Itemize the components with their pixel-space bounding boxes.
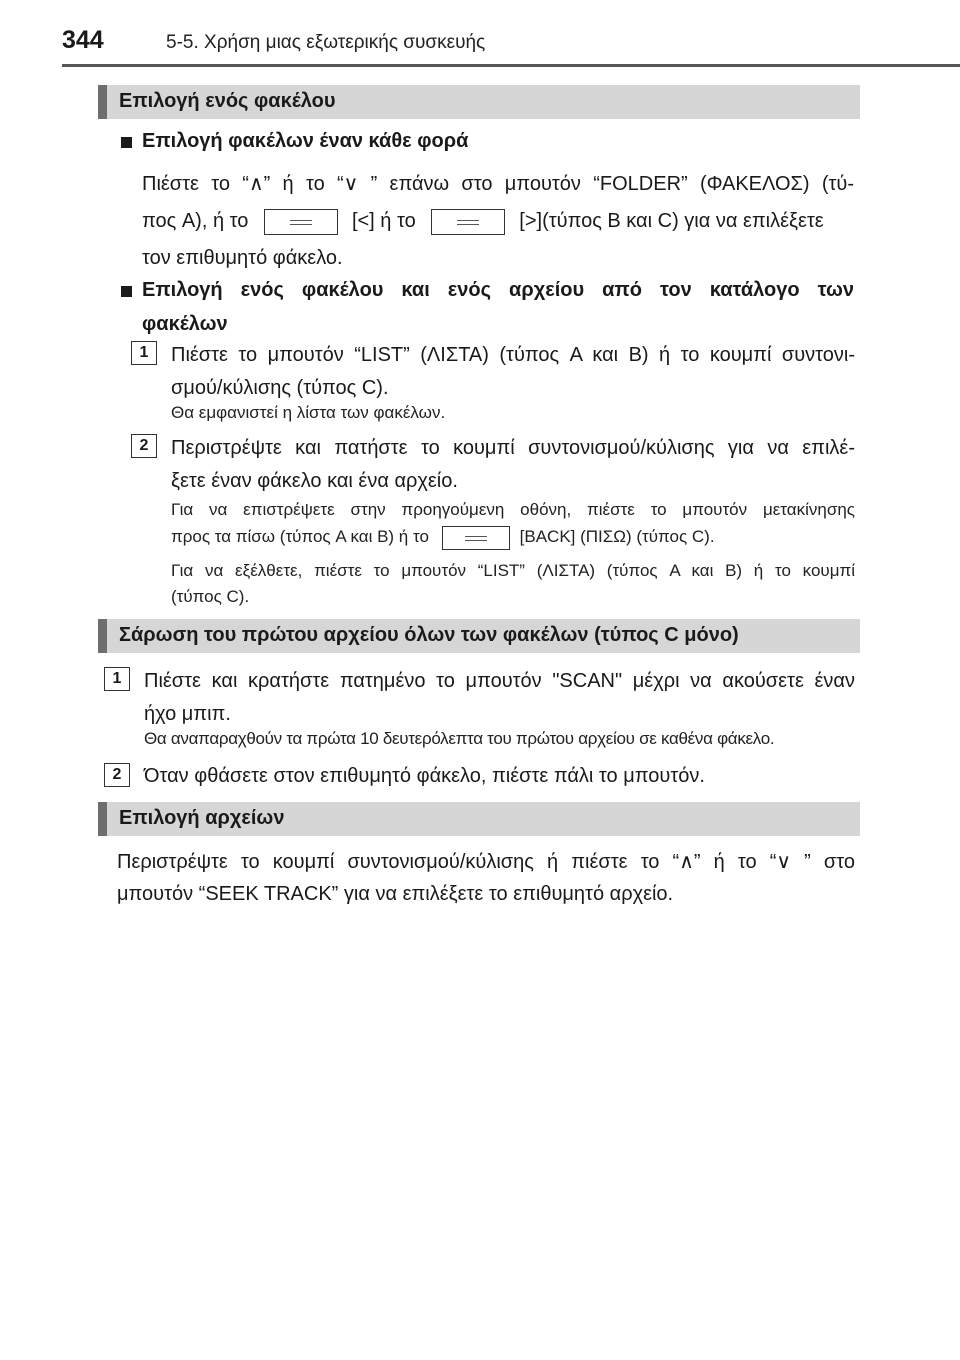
bullet-marker [121,137,132,148]
step-text: Όταν φθάσετε στον επιθυμητό φάκελο, πιέστε πάλι το μπουτόν. [144,765,705,787]
subheading-list-select: Επιλογή ενός φακέλου και ενός αρχείου από τον κατάλογο των [142,279,854,301]
note-text: Θα αναπαραχθούν τα πρώτα 10 δευτερόλεπτα του πρώτου αρχείου σε καθένα φάκελο. [144,729,775,748]
prev-button-icon [264,209,338,235]
header-rule [62,64,960,67]
section-heading-scan [98,619,860,653]
step-number-1: 1 [131,341,157,365]
text-span: [>](τύπος B και C) για να επιλέξετε [519,210,824,232]
back-button-icon [442,526,510,550]
text-span: πος A), ή το [142,210,249,232]
step-number-2: 2 [131,434,157,458]
page-number: 344 [62,26,104,54]
paragraph-line-with-buttons [142,203,854,240]
next-button-icon [431,209,505,235]
step-text: Πιέστε το μπουτόν “LIST” (ΛΙΣΤΑ) (τύπος A και B) ή το κουμπί συντονι- [171,344,855,366]
paragraph-line: Πιέστε το “∧” ή το “∨ ” επάνω στο μπουτόν “FOLDER” (ΦΑΚΕΛΟΣ) (τύ- [142,173,854,195]
note-text: Για να εξέλθετε, πιέστε το μπουτόν “LIST” (ΛΙΣΤΑ) (τύπος A και B) ή το κουμπί [171,561,855,580]
section-title: Σάρωση του πρώτου αρχείου όλων των φακέλων (τύπος C μόνο) [119,624,739,646]
note-text: Θα εμφανιστεί η λίστα των φακέλων. [171,403,446,422]
note-text: (τύπος C). [171,587,250,606]
step-text: σμού/κύλισης (τύπος C). [171,377,389,399]
section-heading-file-select [98,802,860,836]
step-text: ξετε έναν φάκελο και ένα αρχείο. [171,470,458,492]
step-number-2: 2 [104,763,130,787]
note-text: Για να επιστρέψετε στην προηγούμενη οθόνη, πιέστε το μπουτόν μετακίνησης [171,500,855,519]
note-text-with-button [171,522,855,552]
step-text: Περιστρέψτε και πατήστε το κουμπί συντονισμού/κύλισης για να επιλέ- [171,437,855,459]
running-title: 5-5. Χρήση μιας εξωτερικής συσκευής [166,32,486,53]
step-text: ήχο μπιπ. [144,703,231,725]
step-text: Πιέστε και κρατήστε πατημένο το μπουτόν "SCAN" μέχρι να ακούσετε έναν [144,670,855,692]
step-number-1: 1 [104,667,130,691]
paragraph-line: τον επιθυμητό φάκελο. [142,247,343,269]
text-span: [<] ή το [351,210,416,232]
section-title: Επιλογή ενός φακέλου [119,90,336,112]
text-span: προς τα πίσω (τύπος A και B) ή το [171,527,429,546]
subheading-one-at-a-time: Επιλογή φακέλων έναν κάθε φορά [142,130,469,152]
section-heading-folder-select [98,85,860,119]
page-header [62,26,960,66]
text-span: [BACK] (ΠΙΣΩ) (τύπος C). [519,527,715,546]
subheading-list-select-cont: φακέλων [142,313,228,335]
section-title: Επιλογή αρχείων [119,807,285,829]
paragraph-line: Περιστρέψτε το κουμπί συντονισμού/κύλισης ή πιέστε το “∧” ή το “∨ ” στο [117,851,855,873]
bullet-marker [121,286,132,297]
paragraph-line: μπουτόν “SEEK TRACK” για να επιλέξετε το επιθυμητό αρχείο. [117,883,674,905]
